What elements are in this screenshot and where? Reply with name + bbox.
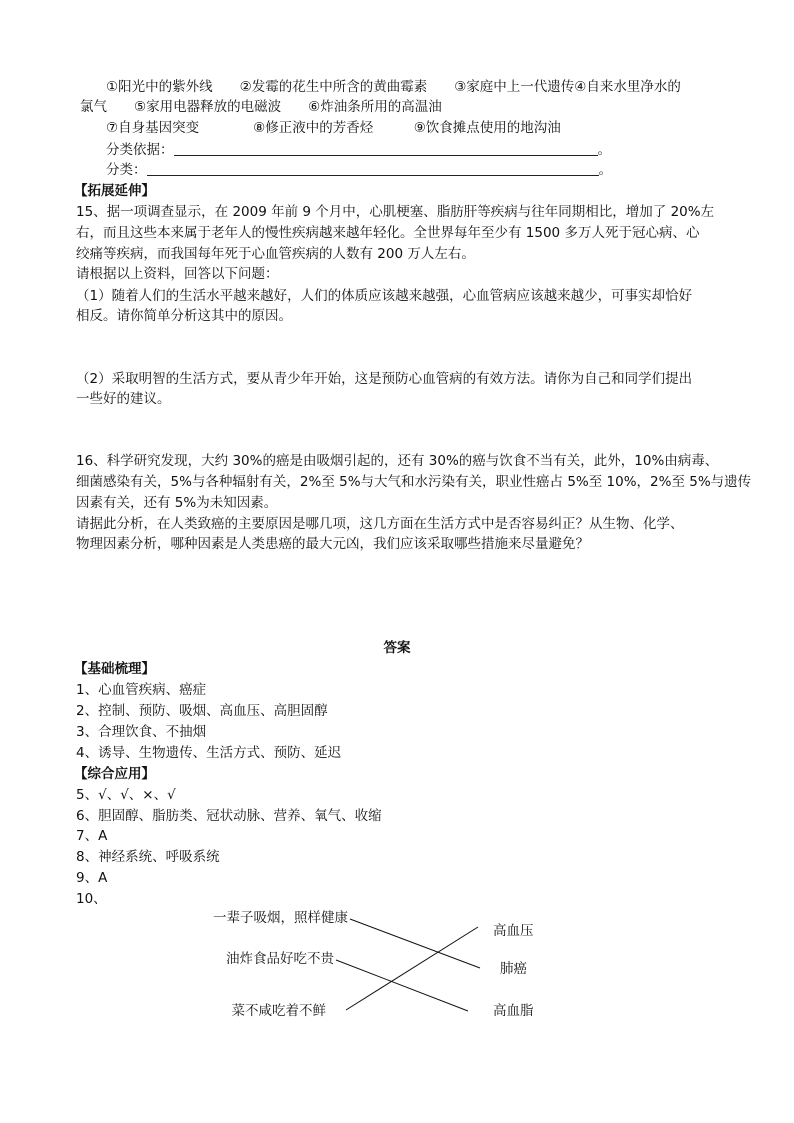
- match-line-1: [350, 919, 480, 968]
- applied-heading: 【综合应用】: [74, 766, 155, 782]
- match-line-3: [346, 927, 478, 1010]
- q14-class-end: 。: [598, 162, 612, 178]
- q16-line4: 请据此分析，在人类致癌的主要原因是哪几项，这几方面在生活方式中是否容易纠正？从生物、化学、: [76, 516, 684, 532]
- q16-line3: 因素有关，还有 5%为未知因素。: [76, 495, 278, 511]
- q14-class-label: 分类：: [106, 162, 147, 178]
- match-right-3: 高血脂: [493, 1003, 534, 1019]
- q15-line2: 右，而且这些本来属于老年人的慢性疾病越来越年轻化。全世界每年至少有 1500 多万人死于冠心病、心: [76, 225, 700, 241]
- answer-9: 9、A: [76, 870, 108, 886]
- q14-items-line1: ①阳光中的紫外线 ②发霉的花生中所含的黄曲霉素 ③家庭中上一代遗传④自来水里净水的: [106, 79, 681, 95]
- answers-title: 答案: [383, 640, 411, 656]
- match-left-3: 菜不咸吃着不鲜: [231, 1003, 326, 1019]
- match-right-2: 肺癌: [500, 961, 527, 977]
- answer-2: 2、控制、预防、吸烟、高血压、高胆固醇: [76, 703, 328, 719]
- q15-2-line2: 一些好的建议。: [76, 391, 171, 407]
- answer-4: 4、诱导、生物遗传、生活方式、预防、延迟: [76, 745, 342, 761]
- q14-basis-label: 分类依据：: [106, 142, 174, 158]
- answer-1: 1、心血管疾病、癌症: [76, 682, 207, 698]
- basic-heading: 【基础梳理】: [74, 661, 155, 677]
- q15-prompt: 请根据以上资料，回答以下问题：: [76, 266, 279, 282]
- answer-10-label: 10、: [76, 891, 107, 907]
- answer-7: 7、A: [76, 828, 108, 844]
- q14-items-line2: 氯气 ⑤家用电器释放的电磁波 ⑥炸油条所用的高温油: [80, 99, 442, 115]
- q15-2-line1: （2）采取明智的生活方式，要从青少年开始，这是预防心血管病的有效方法。请你为自己和同学们提出: [76, 371, 693, 387]
- q15-1-line1: （1）随着人们的生活水平越来越好，人们的体质应该越来越强，心血管病应该越来越少，可事实却恰好: [76, 288, 693, 304]
- q16-line2: 细菌感染有关，5%与各种辐射有关，2%至 5%与大气和水污染有关，职业性癌占 5%至 10%，2%至 5%与遗传: [76, 474, 752, 490]
- extension-heading: 【拓展延伸】: [74, 183, 155, 199]
- match-left-2: 油炸食品好吃不贵: [226, 951, 334, 967]
- q16-line5: 物理因素分析，哪种因素是人类患癌的最大元凶，我们应该采取哪些措施来尽量避免？: [76, 536, 589, 552]
- match-left-1: 一辈子吸烟，照样健康: [213, 910, 348, 926]
- answer-3: 3、合理饮食、不抽烟: [76, 724, 207, 740]
- answer-6: 6、胆固醇、脂肪类、冠状动脉、营养、氧气、收缩: [76, 808, 382, 824]
- match-right-1: 高血压: [493, 923, 534, 939]
- q14-basis-end: 。: [597, 142, 611, 158]
- q15-line3: 绞痛等疾病，而我国每年死于心血管疾病的人数有 200 万人左右。: [76, 246, 475, 262]
- q16-line1: 16、科学研究发现，大约 30%的癌是由吸烟引起的，还有 30%的癌与饮食不当有关，此外，10%由病毒、: [76, 453, 719, 469]
- q15-line1: 15、据一项调查显示，在 2009 年前 9 个月中，心肌梗塞、脂肪肝等疾病与往年同期相比，增加了 20%左: [76, 204, 715, 220]
- q15-1-line2: 相反。请你简单分析这其中的原因。: [76, 308, 292, 324]
- q14-items-line3: ⑦自身基因突变 ⑧修正液中的芳香烃 ⑨饮食摊点使用的地沟油: [106, 120, 561, 136]
- answer-5: 5、√、√、×、√: [76, 787, 176, 803]
- answer-8: 8、神经系统、呼吸系统: [76, 849, 220, 865]
